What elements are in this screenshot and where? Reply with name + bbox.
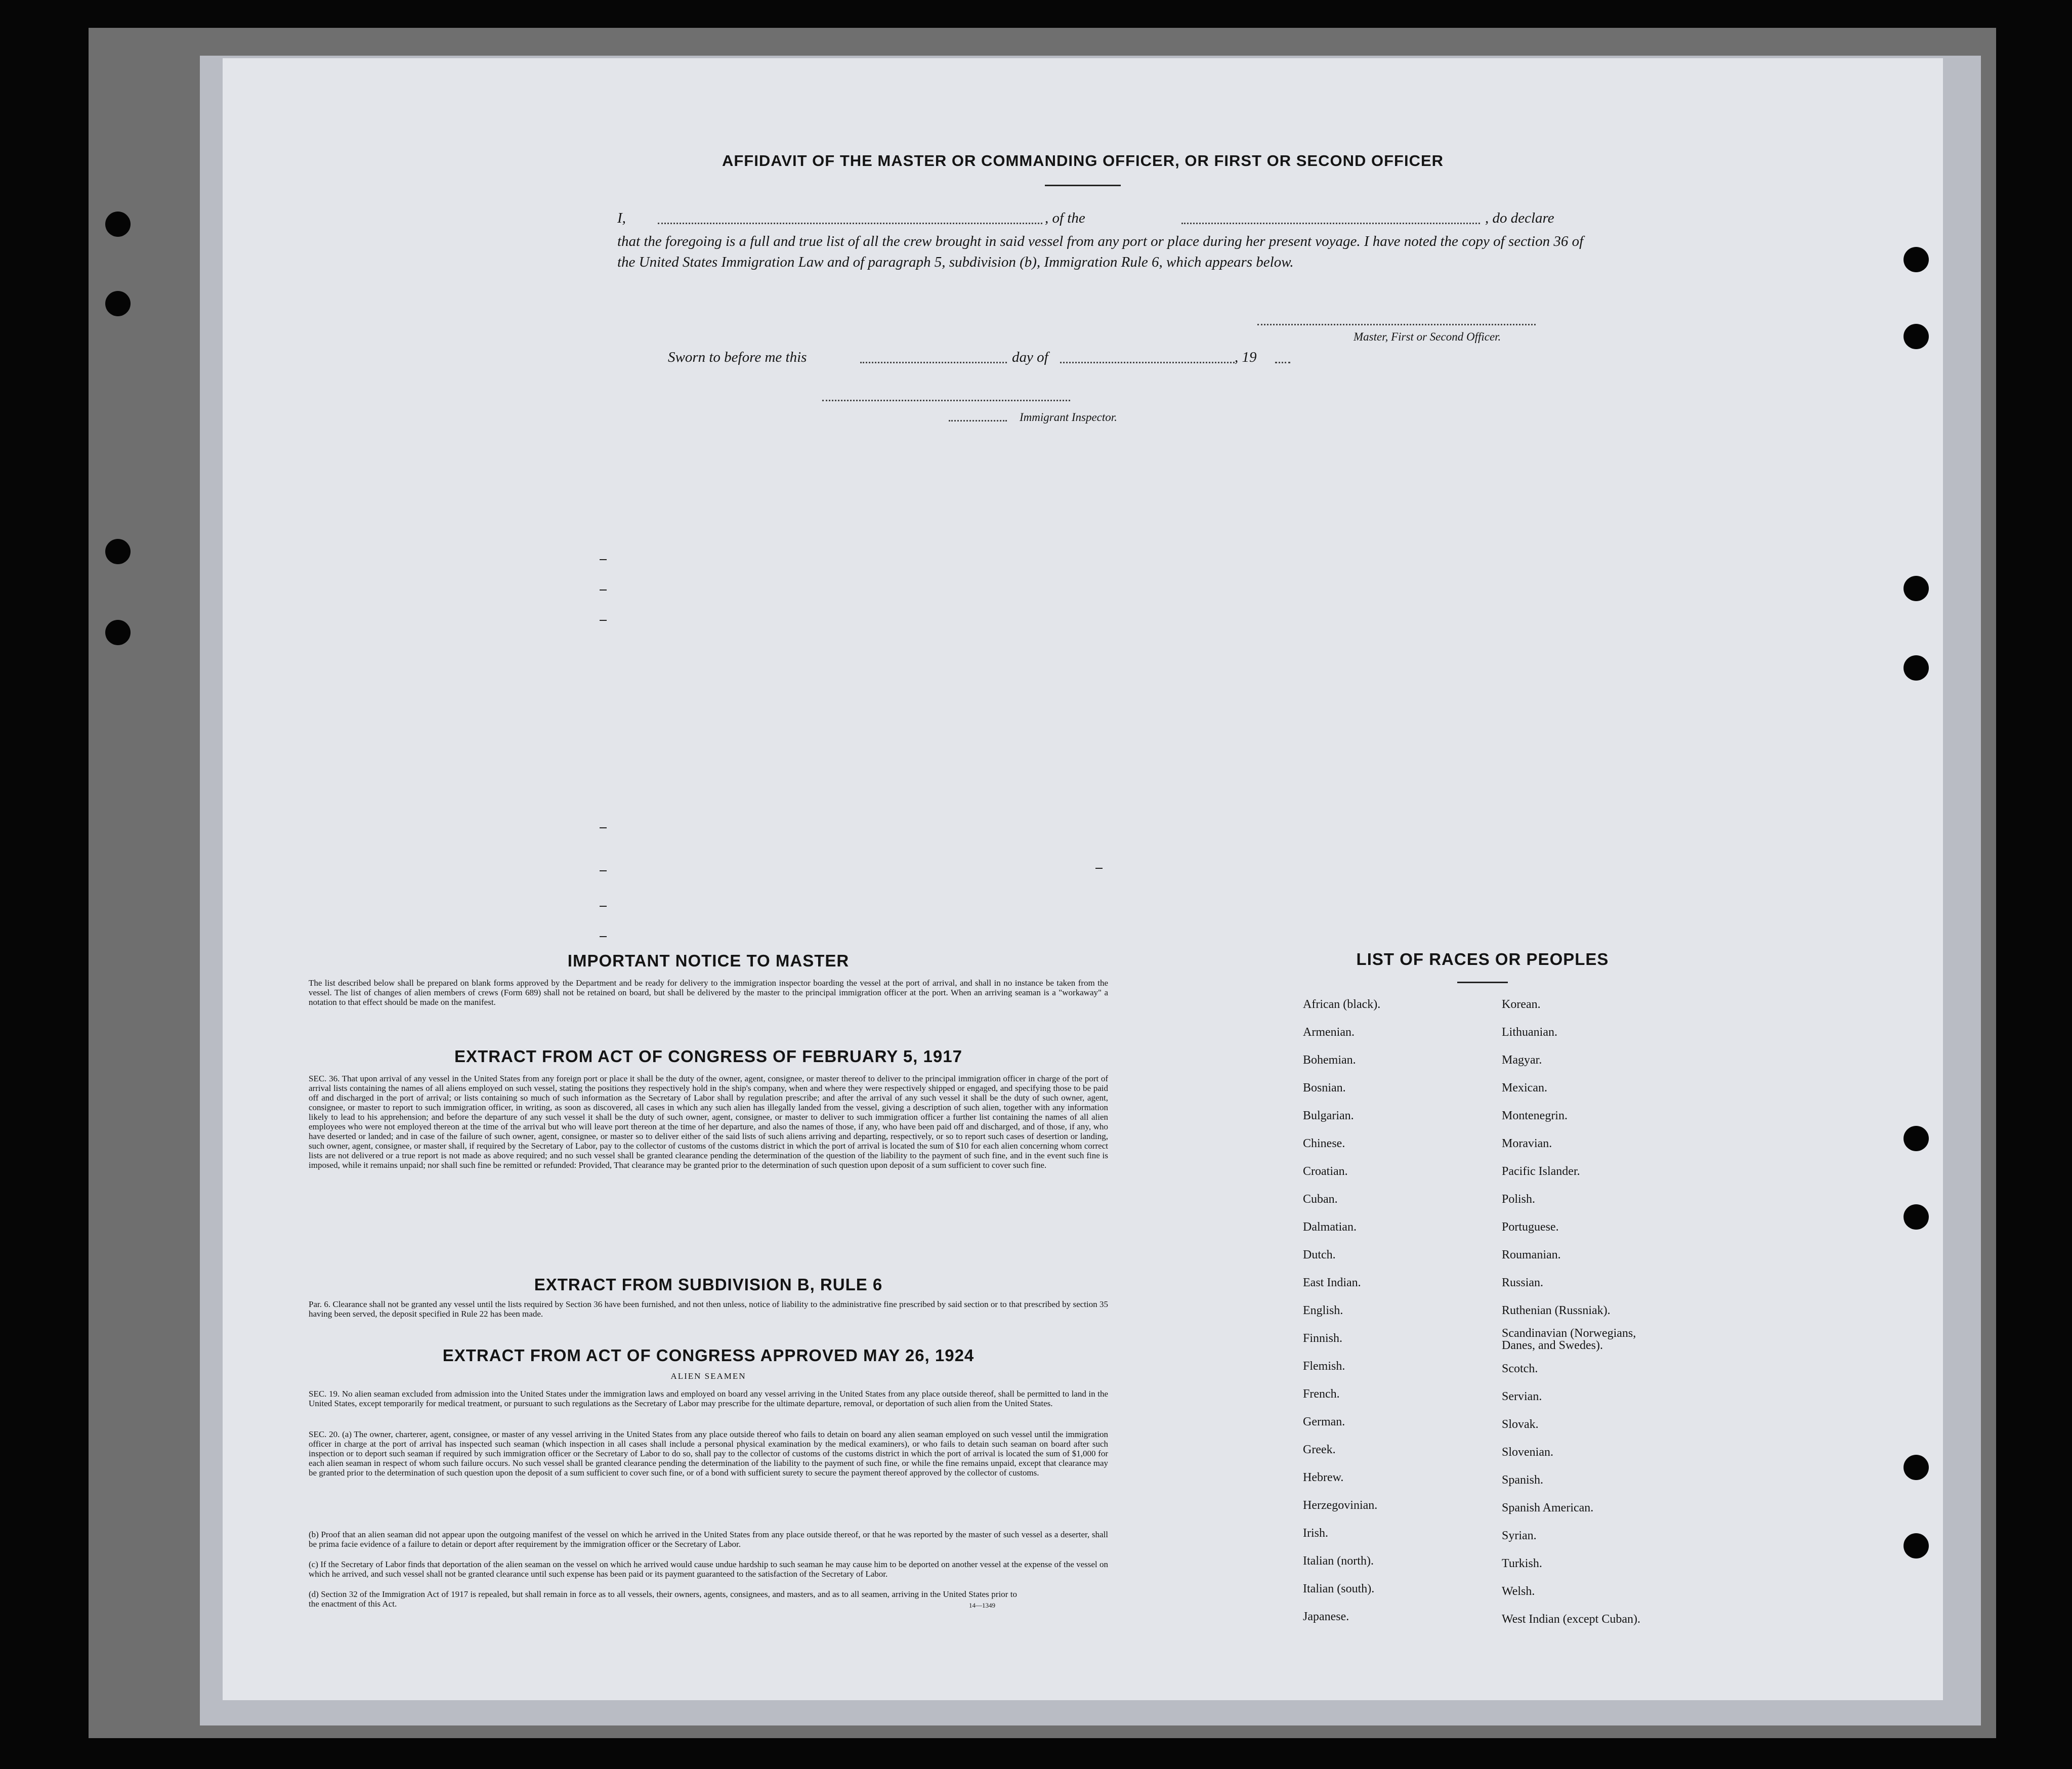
master-signature-field[interactable] (1257, 324, 1536, 325)
race-item: Italian (south). (1303, 1582, 1375, 1595)
race-item: Ruthenian (Russniak). (1502, 1304, 1611, 1317)
punch-hole (105, 539, 131, 564)
race-item: Magyar. (1502, 1054, 1542, 1067)
sec19-body: SEC. 19. No alien seaman excluded from admission into the United States under the immigration laws and employed on board any vessel arriving in the United States from any place outside thereof, shall be permitted to land in the United States, except temporarily for medical treatment, or pursuant to such regulations as the Secretary of Labor may prescribe for the ultimate departure, removal, or deportation of such alien from the United States. (309, 1389, 1108, 1408)
punch-hole (1904, 655, 1929, 681)
sworn-year-label: , 19 (1235, 349, 1257, 365)
para-c-body: (c) If the Secretary of Labor finds that deportation of the alien seaman on the vessel on which he arrived would cause undue hardship to such seaman he may cause him to be deported on another vessel at the expense of the vessel on which he arrived, and such vessel shall not be granted clearance until such expense has been paid or its payment guaranteed to the satisfaction of the Secretary of Labor. (309, 1560, 1108, 1579)
race-item: Chinese. (1303, 1137, 1345, 1150)
affidavit-statement: that the foregoing is a full and true list of all the crew brought in said vessel from any port or place during her present voyage. I have noted the copy of section 36 of the United States Immigration Law and of paragraph 5, subdivision (b), Immigration Rule 6, which appears below. (617, 233, 1584, 270)
declarant-prefix: I, (617, 210, 626, 226)
sworn-label: Sworn to before me this (668, 349, 807, 365)
race-item: African (black). (1303, 998, 1381, 1011)
race-item: Japanese. (1303, 1610, 1349, 1623)
punch-hole (1904, 324, 1929, 349)
race-item: Herzegovinian. (1303, 1499, 1378, 1512)
race-item: Polish. (1502, 1193, 1536, 1206)
race-item: Roumanian. (1502, 1248, 1561, 1261)
race-item: Syrian. (1502, 1529, 1537, 1542)
extract-1917-body: SEC. 36. That upon arrival of any vessel in the United States from any foreign port or place it shall be the duty of the owner, agent, consignee, or master thereof to deliver to the principal immigration officer in charge of the port of arrival lists containing the names of all aliens employed on such vessel, stating the positions they respectively hold in the ship's company, when and where they were respectively shipped or engaged, and specifying those to be paid off and discharged in the port of arrival; or lists containing so much of such information as the Secretary of Labor shall by regulation prescribe; and after the arrival of any such vessel it shall be the duty of such owner, agent, consignee, or master to report to such immigration officer, in writing, as soon as discovered, all cases in which any such alien has illegally landed from the vessel, giving a description of such alien, together with any information likely to lead to his apprehension; and before the departure of any such vessel it shall be the duty of such owner, agent, consignee, or master to deliver to such immigration officer a further list containing the names of all alien employees who were not employed thereon at the time of the arrival but who will leave port thereon at the time of her departure, and also the names of those, if any, who have been paid off and discharged, and of those, if any, who have deserted or landed; and in case of the failure of such owner, agent, consignee, or master so to deliver either of the said lists of such aliens arriving and departing, respectively, or so to report such cases of desertion or landing, such owner, agent, consignee, or master shall, if required by the Secretary of Labor, pay to the collector of customs of the customs district in which the port of arrival is located the sum of $10 for each alien concerning whom correct lists are not delivered or a true report is not made as above required; and no such vessel shall be granted clearance pending the determination of the question of the liability to the payment of such fine, and in the event such fine is imposed, while it remains unpaid; nor shall such fine be remitted or refunded: Provided, That clearance may be granted prior to the determination of such question upon deposit of a sum sufficient to cover such fine. (309, 1074, 1108, 1170)
race-item: Moravian. (1502, 1137, 1552, 1150)
race-item: Irish. (1303, 1527, 1328, 1540)
race-item: Bulgarian. (1303, 1109, 1354, 1122)
of-the-label: , of the (1045, 210, 1085, 226)
race-item: Welsh. (1502, 1585, 1535, 1598)
extract-1924-title: EXTRACT FROM ACT OF CONGRESS APPROVED MAY 26, 1924 (442, 1346, 975, 1365)
notice-body: The list described below shall be prepared on blank forms approved by the Department and be ready for delivery to the immigration inspector boarding the vessel at the port of arrival, and shall in no instance be taken from the vessel. The list of changes of alien members of crews (Form 689) shall not be retained on board, but shall be delivered by the master to the principal immigration officer at the port. When an arriving seaman is a "workaway" a notation to that effect should be made on the manifest. (309, 978, 1108, 1007)
form-sheet (223, 58, 1943, 1700)
race-item: English. (1303, 1304, 1343, 1317)
races-title: LIST OF RACES OR PEOPLES (1356, 950, 1609, 968)
alien-seamen-subtitle: ALIEN SEAMEN (670, 1371, 746, 1381)
race-item: Montenegrin. (1502, 1109, 1568, 1122)
form-number: 14—1349 (969, 1602, 995, 1609)
sworn-year-field[interactable] (1275, 362, 1290, 363)
punch-hole (1904, 247, 1929, 272)
para-b-body: (b) Proof that an alien seaman did not appear upon the outgoing manifest of the vessel on which he arrived in the United States from any place outside thereof, or that he was reported by the master of such vessel as a deserter, shall be prima facie evidence of a failure to detain or deport after requirement by the immigration officer or the Secretary of Labor. (309, 1530, 1108, 1549)
race-item: Croatian. (1303, 1165, 1348, 1178)
race-item: Dalmatian. (1303, 1220, 1357, 1234)
race-item: French. (1303, 1387, 1340, 1401)
declarant-name-field[interactable] (658, 223, 1042, 224)
race-item: Spanish American. (1502, 1501, 1594, 1514)
race-item: Armenian. (1303, 1026, 1355, 1039)
punch-hole (105, 212, 131, 237)
race-item: Hebrew. (1303, 1471, 1344, 1484)
race-item: Scotch. (1502, 1362, 1538, 1375)
punch-hole (1904, 576, 1929, 601)
race-item: Cuban. (1303, 1193, 1338, 1206)
race-item: Bosnian. (1303, 1081, 1346, 1094)
race-item: Bohemian. (1303, 1054, 1356, 1067)
inspector-label: Immigrant Inspector. (1020, 411, 1117, 424)
race-item: Russian. (1502, 1276, 1544, 1289)
punch-hole (1904, 1126, 1929, 1151)
race-item: Greek. (1303, 1443, 1336, 1456)
race-item: Finnish. (1303, 1332, 1343, 1345)
title-rule (1045, 185, 1121, 186)
affidavit-title: AFFIDAVIT OF THE MASTER OR COMMANDING OFFICER, OR FIRST OR SECOND OFFICER (722, 152, 1444, 170)
sec20-body: SEC. 20. (a) The owner, charterer, agent, consignee, or master of any vessel arriving in the United States from any place outside thereof who fails to detain on board any alien seaman employed on such vessel until the immigration officer in charge at the port of arrival has inspected such seaman (which inspection in all cases shall include a personal physical examination by the medical examiners), or who fails to detain such seaman on board after such inspection or to deport such seaman if required by such immigration officer or the Secretary of Labor to do so, shall pay to the collector of customs of the customs district in which the port of arrival is located the sum of $1,000 for each alien seaman in respect of whom such failure occurs. No such vessel shall be granted clearance pending the determination of the liability to the payment of such fine, or while the fine remains unpaid, except that clearance may be granted prior to the determination of such question upon the deposit of a sum sufficient to cover such fine, or of a bond with sufficient surety to secure the payment thereof approved by the collector of customs. (309, 1429, 1108, 1478)
race-item: Spanish. (1502, 1473, 1544, 1487)
races-right-column (1502, 991, 1669, 1633)
inspector-prefix-dots (949, 420, 1007, 422)
race-item: East Indian. (1303, 1276, 1361, 1289)
notice-title: IMPORTANT NOTICE TO MASTER (567, 951, 850, 970)
punch-hole (1904, 1204, 1929, 1230)
race-item: Korean. (1502, 998, 1541, 1011)
punch-hole (1904, 1455, 1929, 1480)
extract-1917-title: EXTRACT FROM ACT OF CONGRESS OF FEBRUARY 5, 1917 (454, 1047, 962, 1066)
race-item: Slovak. (1502, 1418, 1539, 1431)
master-signature-label: Master, First or Second Officer. (1354, 330, 1501, 343)
races-left-column (1303, 991, 1380, 1631)
rule6-title: EXTRACT FROM SUBDIVISION B, RULE 6 (534, 1275, 883, 1294)
inspector-signature-field[interactable] (822, 400, 1070, 401)
race-item: Turkish. (1502, 1557, 1542, 1570)
day-of-label: day of (1012, 349, 1048, 365)
punch-hole (105, 291, 131, 316)
vessel-name-field[interactable] (1181, 223, 1480, 224)
punch-hole (1904, 1533, 1929, 1559)
sworn-month-field[interactable] (1060, 362, 1235, 363)
race-item: West Indian (except Cuban). (1502, 1613, 1640, 1626)
race-item: German. (1303, 1415, 1345, 1428)
race-item: Pacific Islander. (1502, 1165, 1580, 1178)
sworn-day-field[interactable] (860, 362, 1007, 363)
race-item: Lithuanian. (1502, 1026, 1557, 1039)
race-item: Flemish. (1303, 1360, 1345, 1373)
races-title-rule (1457, 982, 1508, 983)
race-item: Mexican. (1502, 1081, 1547, 1094)
race-item: Portuguese. (1502, 1220, 1559, 1234)
race-item: Servian. (1502, 1390, 1542, 1403)
para-d-body: (d) Section 32 of the Immigration Act of 1917 is repealed, but shall remain in force as to all vessels, their owners, agents, consignees, and masters, and as to all seamen, arriving in the United States prior to the enactment of this Act. (309, 1589, 1017, 1609)
punch-hole (105, 620, 131, 645)
race-item: Italian (north). (1303, 1554, 1374, 1568)
rule6-body: Par. 6. Clearance shall not be granted any vessel until the lists required by Section 36 have been furnished, and not then unless, notice of liability to the administrative fine prescribed by said section or to that prescribed by section 35 having been served, the deposit specified in Rule 22 has been made. (309, 1299, 1108, 1319)
race-item: Slovenian. (1502, 1446, 1553, 1459)
race-item: Dutch. (1303, 1248, 1336, 1261)
race-item: Scandinavian (Norwegians, Danes, and Swedes). (1502, 1327, 1636, 1352)
declare-label: , do declare (1485, 210, 1554, 226)
